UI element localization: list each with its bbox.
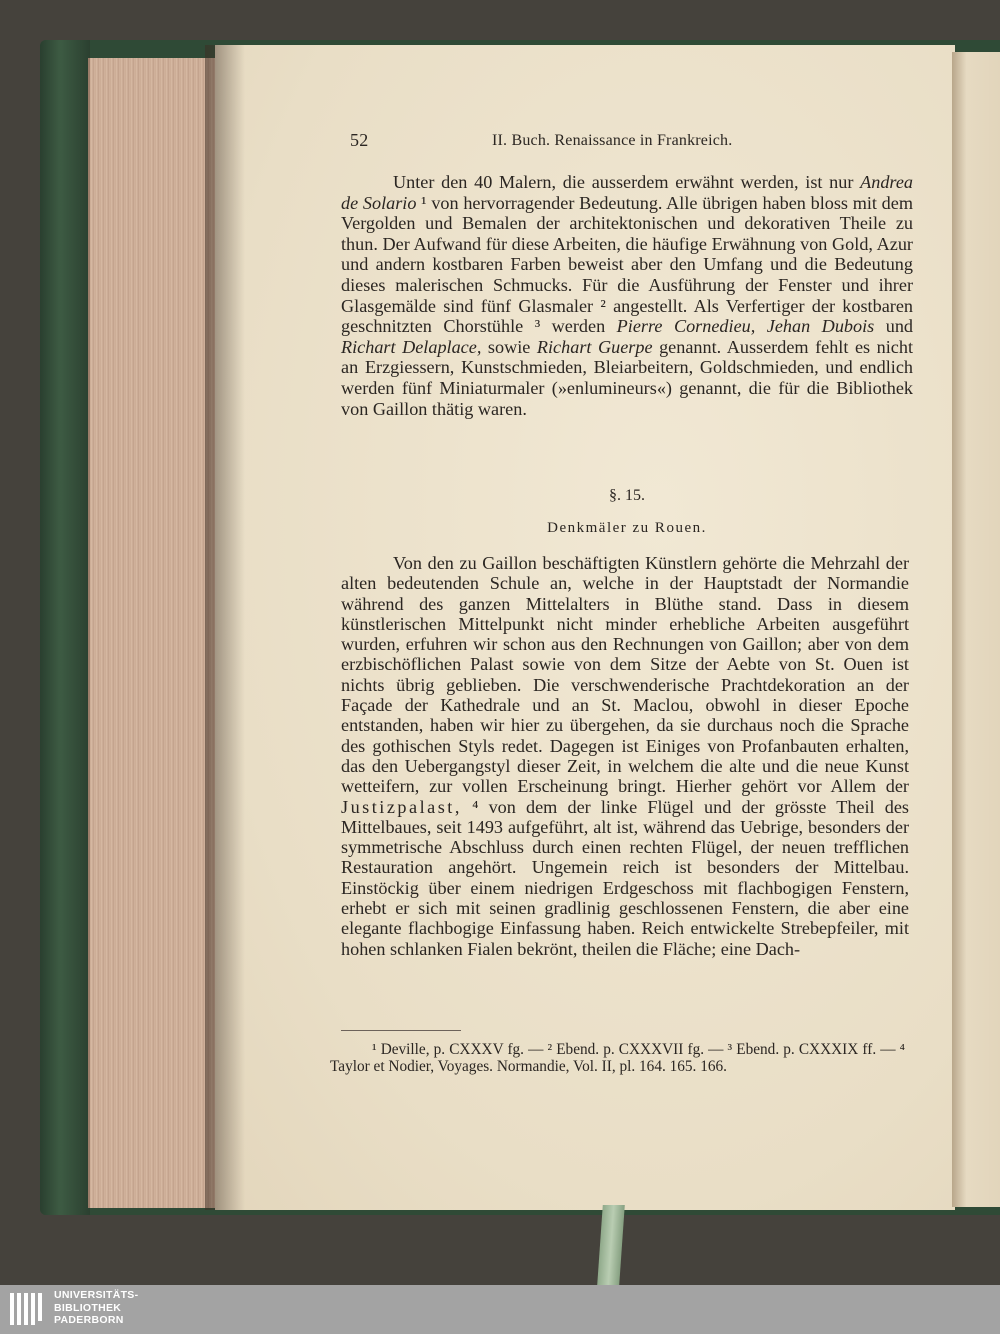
para2-text: ⁴ von dem der linke Flügel und der grösste Theil des Mittelbaues, seit 1493 aufgeführt, alt ist, während das Uebrige, besonders der symmetrische Abschluss durch einen rechten Flügel, der neuen trefflichen Restauration angehört. Ungemein reich ist besonders der Mittelbau. Einstöckig über einem niedrigen Erdgeschoss mit flachbogigen Fenstern, erhebt er sich mit seinen gradlinig geschlossenen Fenstern, die aber eine elegante flachbogige Einfassung haben. Reich entwickelte Strebepfeiler, mit hohen schlanken Fialen bekrönt, theilen die Fläche; eine Dach- [341,796,909,959]
section-title: Denkmäler zu Rouen. [547,520,707,536]
page-number: 52 [350,130,369,150]
gutter-shadow [205,45,245,1210]
footnote-rule [341,1030,461,1031]
name-cornedieu-dubois: Pierre Cornedieu, Jehan Dubois [616,316,875,337]
running-head: II. Buch. Renaissance in Frankreich. [492,132,733,149]
paragraph-1 [341,172,913,419]
spaced-term: Justizpalast, [341,796,462,817]
book-spine-edge [40,40,90,1215]
para1-text: und [874,316,914,337]
paragraph-2 [341,553,909,959]
logo-line: BIBLIOTHEK [54,1301,122,1314]
logo-line: UNIVERSITÄTS- [54,1289,139,1301]
para1-text: Unter den 40 Malern, die ausserdem erwähnt werden, ist nur [393,172,861,192]
page-edges [88,58,220,1208]
library-logo-text [54,1289,138,1327]
name-delaplace: Richart Delaplace, [341,336,482,357]
name-solario: Andrea de Solario [341,172,913,213]
section-number: §. 15. [609,487,645,504]
footnotes: ¹ Deville, p. CXXXV fg. — ² Ebend. p. CXXXVII fg. — ³ Ebend. p. CXXXIX ff. — ⁴ Taylor et Nodier, Voyages. Normandie, Vol. II, pl. 164. 165. 166. [330,1041,905,1075]
para1-text: ¹ von hervorragender Bedeutung. Alle übrigen haben bloss mit dem Vergolden und Bemalen der architektonischen und dekorativen Theile zu thun. Der Aufwand für diese Arbeiten, die häufige Erwähnung von Gold, Azur und andern kostbaren Farben beweist aber den Umfang und die Bedeutung dieses malerischen Schmucks. Für die Ausführung der Fenster und ihrer Glasgemälde sind fünf Glasmaler ² angestellt. Als Verfertiger der kostbaren geschnitzten Chorstühle ³ werden [341,192,913,337]
para1-text: genannt. Ausserdem fehlt es nicht an Erzgiessern, Kunstschmieden, Bleiarbeitern, Goldschmieden, und endlich werden fünf Miniaturmaler (»enlumineurs«) genannt, die für die Bibliothek von Gaillon thätig waren. [341,336,913,419]
library-footer-bar [0,1285,1000,1334]
para1-text: sowie [481,336,537,357]
facing-page-edge [952,52,1000,1207]
logo-line: PADERBORN [54,1314,124,1326]
para2-text: Von den zu Gaillon beschäftigten Künstlern gehörte die Mehrzahl der alten bedeutenden Schule an, welche in der Hauptstadt der Normandie während des ganzen Mittelalters in Blüthe stand. Dass in diesem künstlerischen Mittelpunkt nicht minder erhebliche Arbeiten ausgeführt wurden, erfuhren wir schon aus den Rechnungen von Gaillon; aber von dem erzbischöflichen Palast sowie von dem Sitze der Aebte von St. Ouen ist nichts übrig geblieben. Die verschwenderische Prachtdekoration an der Façade der Kathedrale und an St. Maclou, obwohl in dieser Epoche entstanden, haben wir hier zu übergehen, da sie durchaus noch die Sprache des gothischen Styls redet. Dagegen ist Einiges von Profanbauten erhalten, das den Uebergangstyl dieser Zeit, in welchem die alte und die neue Kunst wetteifern, zur vollen Erscheinung bringt. Hierher gehört vor Allem der [341,553,909,797]
library-logo-icon [8,1289,48,1329]
name-guerpe: Richart Guerpe [536,336,653,357]
